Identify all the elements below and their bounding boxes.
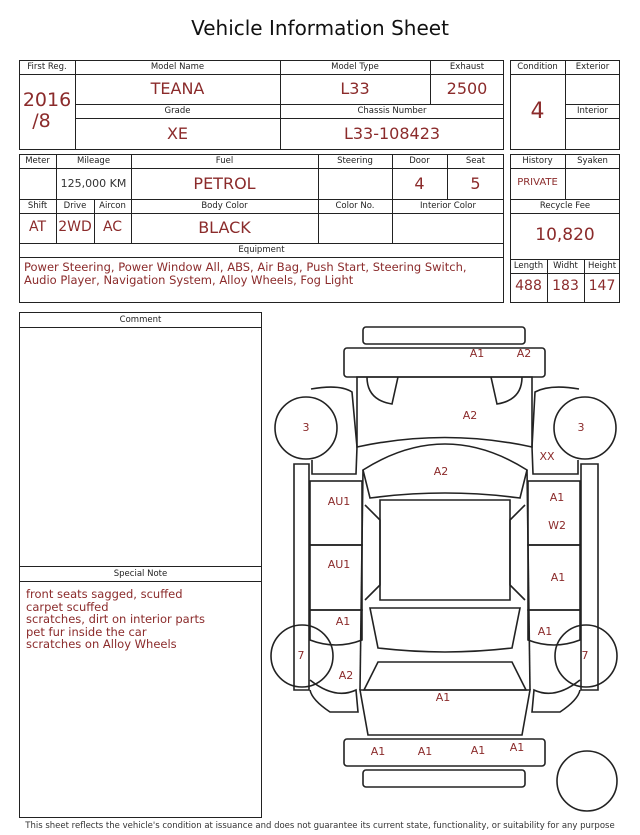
drive-value: 2WD <box>58 219 92 235</box>
grade-value: XE <box>166 124 189 143</box>
meter-label: Meter <box>25 156 50 166</box>
mileage-value: 125,000 KM <box>60 177 127 190</box>
shift-label: Shift <box>27 201 48 211</box>
length-label: Length <box>513 261 544 271</box>
damage-mark: A1 <box>370 745 386 758</box>
first-reg-year: 2016 <box>22 89 72 111</box>
length-value: 488 <box>515 278 542 294</box>
damage-mark: A1 <box>469 347 485 360</box>
damage-mark: W2 <box>548 519 566 532</box>
damage-mark: 7 <box>297 649 305 662</box>
damage-mark: A1 <box>335 615 351 628</box>
damage-mark: AU1 <box>327 495 351 508</box>
width-value: 183 <box>552 278 579 294</box>
first-reg-label: First Reg. <box>27 62 67 72</box>
disclaimer-footer: This sheet reflects the vehicle's condition at issuance and does not guarantee its current state, functionality, or suitability for any purpose <box>25 821 615 831</box>
fuel-label: Fuel <box>215 156 234 166</box>
chassis-label: Chassis Number <box>357 106 427 116</box>
damage-mark: A2 <box>338 669 354 682</box>
history-value: PRIVATE <box>517 177 558 188</box>
seat-value: 5 <box>470 174 481 193</box>
damage-mark: A1 <box>435 691 451 704</box>
seat-label: Seat <box>465 156 486 166</box>
height-value: 147 <box>588 278 616 294</box>
model-name-value: TEANA <box>150 79 205 98</box>
damage-mark: XX <box>539 450 555 463</box>
damage-mark: 3 <box>302 421 310 434</box>
drive-label: Drive <box>63 201 87 211</box>
fuel-value: PETROL <box>193 174 256 193</box>
mileage-label: Mileage <box>76 156 111 166</box>
body-color-value: BLACK <box>198 218 251 237</box>
steering-label: Steering <box>337 156 373 166</box>
model-name-label: Model Name <box>150 62 205 72</box>
damage-mark: 7 <box>581 649 589 662</box>
special-note-item: front seats sagged, scuffed <box>26 587 183 601</box>
equipment-value: Power Steering, Power Window All, ABS, Air Bag, Push Start, Steering Switch, Audio Player, Navigation System, Alloy Wheels, Fog Light <box>24 260 467 287</box>
damage-mark: AU1 <box>327 558 351 571</box>
damage-mark: A1 <box>549 491 565 504</box>
damage-mark: A1 <box>470 744 486 757</box>
interior-label: Interior <box>576 106 608 116</box>
recycle-fee-label: Recycle Fee <box>539 201 591 211</box>
color-no-label: Color No. <box>335 201 375 211</box>
model-type-label: Model Type <box>331 62 379 72</box>
aircon-value: AC <box>102 219 123 235</box>
comment-label: Comment <box>119 315 162 325</box>
door-label: Door <box>409 156 430 166</box>
interior-color-label: Interior Color <box>420 201 476 211</box>
damage-mark: A2 <box>462 409 478 422</box>
condition-label: Condition <box>517 62 558 72</box>
syaken-label: Syaken <box>577 156 608 166</box>
special-note-item: carpet scuffed <box>26 599 109 614</box>
damage-mark: 3 <box>577 421 585 434</box>
equipment-label: Equipment <box>238 245 285 255</box>
damage-mark: A1 <box>417 745 433 758</box>
damage-mark: A2 <box>433 465 449 478</box>
damage-marks <box>298 347 589 758</box>
width-label: Widht <box>553 261 578 271</box>
shift-value: AT <box>28 219 47 235</box>
damage-mark: A1 <box>537 625 553 638</box>
recycle-fee-value: 10,820 <box>535 225 595 245</box>
history-label: History <box>522 156 553 166</box>
aircon-label: Aircon <box>99 201 126 211</box>
chassis-value: L33-108423 <box>343 124 441 143</box>
special-note-item: scratches, dirt on interior parts <box>26 612 205 626</box>
damage-mark: A1 <box>509 741 525 754</box>
damage-mark: A2 <box>516 347 532 360</box>
door-value: 4 <box>414 174 425 193</box>
special-note-item: pet fur inside the car <box>26 624 147 639</box>
condition-score: 4 <box>530 99 545 124</box>
exhaust-label: Exhaust <box>449 62 485 72</box>
model-type-value: L33 <box>340 79 370 98</box>
damage-mark: A1 <box>550 571 566 584</box>
first-reg-month: /8 <box>32 110 51 132</box>
special-note-item: scratches on Alloy Wheels <box>26 637 177 651</box>
body-color-label: Body Color <box>201 201 248 211</box>
grade-label: Grade <box>164 106 191 116</box>
exterior-label: Exterior <box>575 62 610 72</box>
sheet-title: Vehicle Information Sheet <box>191 16 449 40</box>
height-label: Height <box>587 261 617 271</box>
exhaust-value: 2500 <box>446 79 488 98</box>
special-note-label: Special Note <box>113 569 168 579</box>
